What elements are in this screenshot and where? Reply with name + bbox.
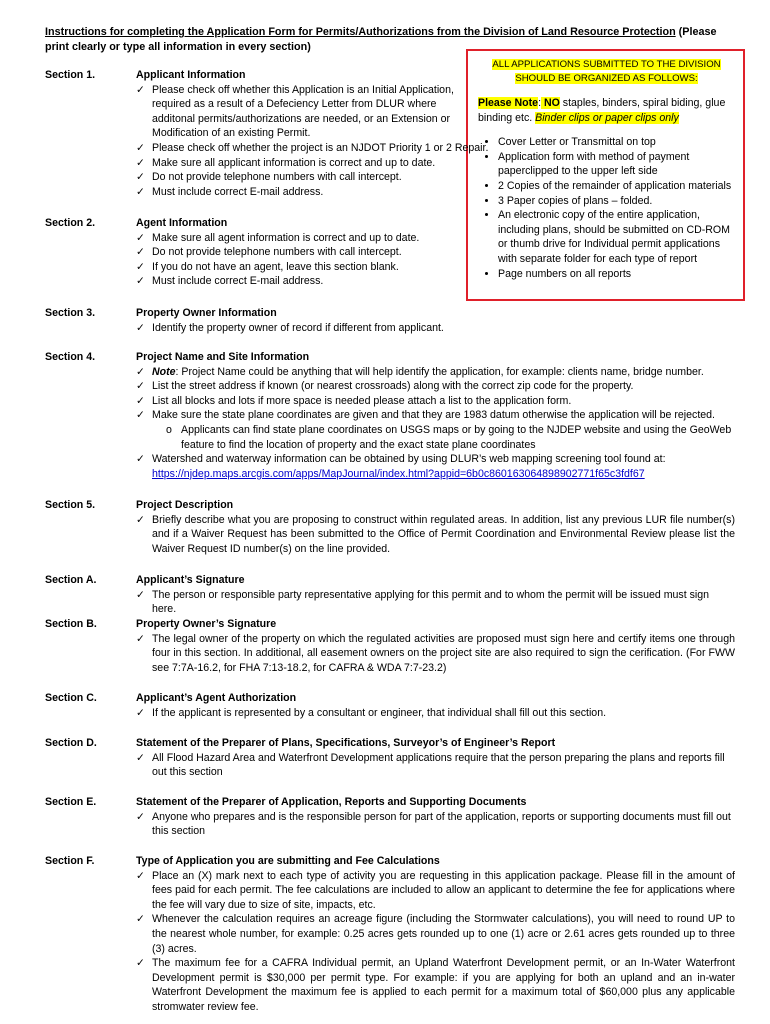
section-heading: Property Owner Information xyxy=(136,307,277,319)
title-underlined: Instructions for completing the Application Form for Permits/Authorizations from the Division of Land Resource Protection xyxy=(45,26,676,38)
checkmark-icon: ✓ xyxy=(136,141,145,154)
checkmark-icon: ✓ xyxy=(136,394,145,407)
checkmark-icon: ✓ xyxy=(136,231,145,244)
section-label: Section D. xyxy=(45,737,97,749)
section-b xyxy=(45,617,735,675)
section-label: Section F. xyxy=(45,855,95,867)
title-line-2: print clearly or type all information in every section) xyxy=(45,40,311,53)
item-text: Please check off whether this Application is an Initial Application, required as a result of a Defeciency Letter from DLUR where additonal permits/authorizations are needed, or an Extension or Modification of an existing Permit. xyxy=(152,83,454,140)
checklist-item xyxy=(136,452,735,481)
checklist-item xyxy=(136,588,735,617)
item-text: Place an (X) mark next to each type of activity you are requesting in this application package. Please fill in the amount of fees paid for each permit. The fee calculations are included to allow an applicant to determine the fee for applications where the fee will vary due to size of site, impacts, etc. xyxy=(152,869,735,911)
section-heading: Applicant’s Agent Authorization xyxy=(136,692,297,704)
checklist-item xyxy=(136,231,465,246)
section-1 xyxy=(45,68,489,199)
organization-item: • An electronic copy of the entire application, including plans, should be submitted on CD-ROM or thumb drive for Individual permit applications with separate folder for each type of report xyxy=(498,208,735,266)
checklist-item xyxy=(136,751,735,780)
section-label: Section A. xyxy=(45,574,97,586)
section-c xyxy=(45,691,735,720)
checklist-item xyxy=(136,365,735,380)
note-label: Note xyxy=(152,365,176,378)
checklist-item xyxy=(136,260,465,275)
notice-header-line-2: SHOULD BE ORGANIZED AS FOLLOWS: xyxy=(515,72,698,84)
checkmark-icon: ✓ xyxy=(136,83,145,96)
item-text: Applicants can find state plane coordinates on USGS maps or by going to the NJDEP website and using the GeoWeb feature to find the location of property and the exact state plane coordinates xyxy=(181,423,732,451)
dlur-mapping-link[interactable]: https://njdep.maps.arcgis.com/apps/MapJournal/index.html?appid=6b0c8601630648989027​71f65c3fdf67 xyxy=(152,467,645,480)
checkmark-icon: ✓ xyxy=(136,751,145,764)
item-text: Anyone who prepares and is the responsible person for part of the application, reports or supporting documents must fill out this section xyxy=(152,810,731,838)
checkmark-icon: ✓ xyxy=(136,453,145,466)
item-text: Must include correct E-mail address. xyxy=(152,185,324,198)
item-text: Whenever the calculation requires an acreage figure (including the Stormwater calculations), you will need to round UP to the nearest whole number, for example: 0.25 acres gets rounded up to one (1) acre or 2.61 acres gets rounded up to three (3) acres. xyxy=(152,913,735,955)
notice-header xyxy=(478,58,735,85)
section-label: Section 3. xyxy=(45,307,96,319)
checkmark-icon: ✓ xyxy=(136,275,145,288)
checklist-item xyxy=(136,912,735,956)
section-f xyxy=(45,854,735,1015)
checklist-item xyxy=(136,379,735,394)
item-text: If the applicant is represented by a consultant or engineer, that individual shall fill out this section. xyxy=(152,706,607,719)
checkmark-icon: ✓ xyxy=(136,365,145,378)
binder-clips-text: Binder clips or paper clips only xyxy=(535,111,679,124)
item-text: List the street address if known (or nearest crossroads) along with the correct zip code for the property. xyxy=(152,380,634,393)
checkmark-icon: ✓ xyxy=(136,171,145,184)
item-text: Watershed and waterway information can be obtained by using DLUR’s web mapping screening tool found at: xyxy=(152,453,666,466)
checklist-item xyxy=(136,156,465,171)
item-text: The person or responsible party representative applying for this permit and to whom the permit will be issued must sign here. xyxy=(152,588,710,616)
section-e xyxy=(45,795,735,839)
section-4 xyxy=(45,350,735,481)
organization-item: • Page numbers on all reports xyxy=(498,267,735,282)
section-heading: Applicant’s Signature xyxy=(136,574,245,586)
section-label: Section 1. xyxy=(45,69,96,81)
checkmark-icon: ✓ xyxy=(136,185,145,198)
checklist-item xyxy=(136,869,735,913)
item-text: Identify the property owner of record if different from applicant. xyxy=(152,321,444,334)
checklist-item xyxy=(136,274,465,289)
section-label: Section E. xyxy=(45,796,97,808)
section-d xyxy=(45,736,735,780)
checkmark-icon: ✓ xyxy=(136,380,145,393)
checkmark-icon: ✓ xyxy=(136,409,145,422)
please-note-text: staples, binders, spiral biding, glue binding etc. xyxy=(478,97,726,124)
checklist-item xyxy=(136,513,735,557)
checklist-item xyxy=(136,394,735,409)
checkmark-icon: ✓ xyxy=(136,513,145,526)
item-text: All Flood Hazard Area and Waterfront Development applications require that the person preparing the plans and reports fill out this section xyxy=(152,751,725,779)
section-label: Section 4. xyxy=(45,351,96,363)
checklist-item xyxy=(136,83,465,141)
section-heading: Applicant Information xyxy=(136,69,246,81)
item-text: List all blocks and lots if more space is needed please attach a list to the application form. xyxy=(152,394,572,407)
checkmark-icon: ✓ xyxy=(136,706,145,719)
item-text: The maximum fee for a CAFRA Individual permit, an Upland Waterfront Development permit, or an In-Water Waterfront Development permit is $30,000 per permit type. For example: if you are applying for both an upland and an in-water Waterfront Development the maximum fee is applied to each permit for a maximum total of $60,000 plus any applicable stromwater review fee. xyxy=(152,957,735,1013)
checkmark-icon: ✓ xyxy=(136,632,145,645)
checkmark-icon: ✓ xyxy=(136,588,145,601)
checklist-item xyxy=(136,185,465,200)
section-label: Section B. xyxy=(45,618,97,630)
item-text: If you do not have an agent, leave this section blank. xyxy=(152,260,399,273)
item-text: Must include correct E-mail address. xyxy=(152,275,324,288)
section-heading: Project Description xyxy=(136,499,234,511)
checkmark-icon: ✓ xyxy=(136,321,145,334)
circle-bullet-icon: o xyxy=(166,423,172,436)
checkmark-icon: ✓ xyxy=(136,913,145,926)
item-text: Do not provide telephone numbers with call intercept. xyxy=(152,171,402,184)
item-text: Please check off whether the project is an NJDOT Priority 1 or 2 Repair. xyxy=(152,141,489,154)
checklist-item xyxy=(136,706,735,721)
checklist-item xyxy=(136,956,735,1014)
item-text: Make sure all agent information is correct and up to date. xyxy=(152,231,420,244)
organization-item: • Application form with method of payment paperclipped to the upper left side xyxy=(498,150,735,179)
item-text: Make sure the state plane coordinates are given and that they are 1983 datum otherwise the application will be rejected. xyxy=(152,409,715,422)
section-heading: Project Name and Site Information xyxy=(136,351,310,363)
checklist-item xyxy=(136,245,465,260)
notice-header-line-1: ALL APPLICATIONS SUBMITTED TO THE DIVISION xyxy=(492,59,721,70)
item-text: : Project Name could be anything that will help identify the application, for example: clients name, bridge number. xyxy=(175,365,704,378)
section-heading: Type of Application you are submitting and Fee Calculations xyxy=(136,855,440,867)
section-3 xyxy=(45,306,735,335)
organization-item: • 2 Copies of the remainder of application materials xyxy=(498,179,735,194)
checkmark-icon: ✓ xyxy=(136,957,145,970)
title-rest: (Please xyxy=(675,26,717,38)
checkmark-icon: ✓ xyxy=(136,246,145,259)
section-label: Section 5. xyxy=(45,499,96,511)
checklist-item xyxy=(136,810,735,839)
checkmark-icon: ✓ xyxy=(136,810,145,823)
checklist-item xyxy=(136,321,735,336)
section-heading: Statement of the Preparer of Plans, Specifications, Surveyor’s of Engineer’s Report xyxy=(136,737,556,749)
organization-list xyxy=(478,135,735,281)
checkmark-icon: ✓ xyxy=(136,260,145,273)
section-2 xyxy=(45,216,465,289)
section-5 xyxy=(45,498,735,556)
section-a xyxy=(45,573,735,617)
please-note-label: Please Note xyxy=(478,97,539,109)
section-heading: Statement of the Preparer of Application, Reports and Supporting Documents xyxy=(136,796,527,808)
organization-notice-box xyxy=(466,49,745,301)
section-heading: Property Owner’s Signature xyxy=(136,618,277,630)
item-text: Make sure all applicant information is correct and up to date. xyxy=(152,156,436,169)
item-text: The legal owner of the property on which the regulated activities are proposed must sign here and certify items one through four in this section. In additional, all easement owners on the project site are also required to sign the cerification. (For FWW see 7:7A-16.2, for FHA 7:13-18.2, for CAFRA & WDA 7:7-23.2) xyxy=(152,632,735,674)
please-note-no: NO xyxy=(541,97,560,109)
checkmark-icon: ✓ xyxy=(136,869,145,882)
please-note-paragraph xyxy=(478,96,735,125)
section-heading: Agent Information xyxy=(136,217,228,229)
please-note-colon: : xyxy=(538,97,542,109)
sub-item xyxy=(136,423,735,452)
checklist-item xyxy=(136,408,735,423)
organization-item: • Cover Letter or Transmittal on top xyxy=(498,135,735,150)
item-text: Briefly describe what you are proposing to construct within regulated areas. In addition, list any previous LUR file number(s) and if a Waiver Request has been submitted to the Office of Permit Coordination and Environmental Review please list the Waiver Request ID number(s) on the line provided. xyxy=(152,513,735,555)
organization-item: • 3 Paper copies of plans – folded. xyxy=(498,194,735,209)
section-label: Section 2. xyxy=(45,217,96,229)
checklist-item xyxy=(136,170,465,185)
section-label: Section C. xyxy=(45,692,97,704)
item-text: Do not provide telephone numbers with call intercept. xyxy=(152,246,402,259)
checkmark-icon: ✓ xyxy=(136,156,145,169)
checklist-item xyxy=(136,632,735,676)
checklist-item xyxy=(136,141,492,156)
